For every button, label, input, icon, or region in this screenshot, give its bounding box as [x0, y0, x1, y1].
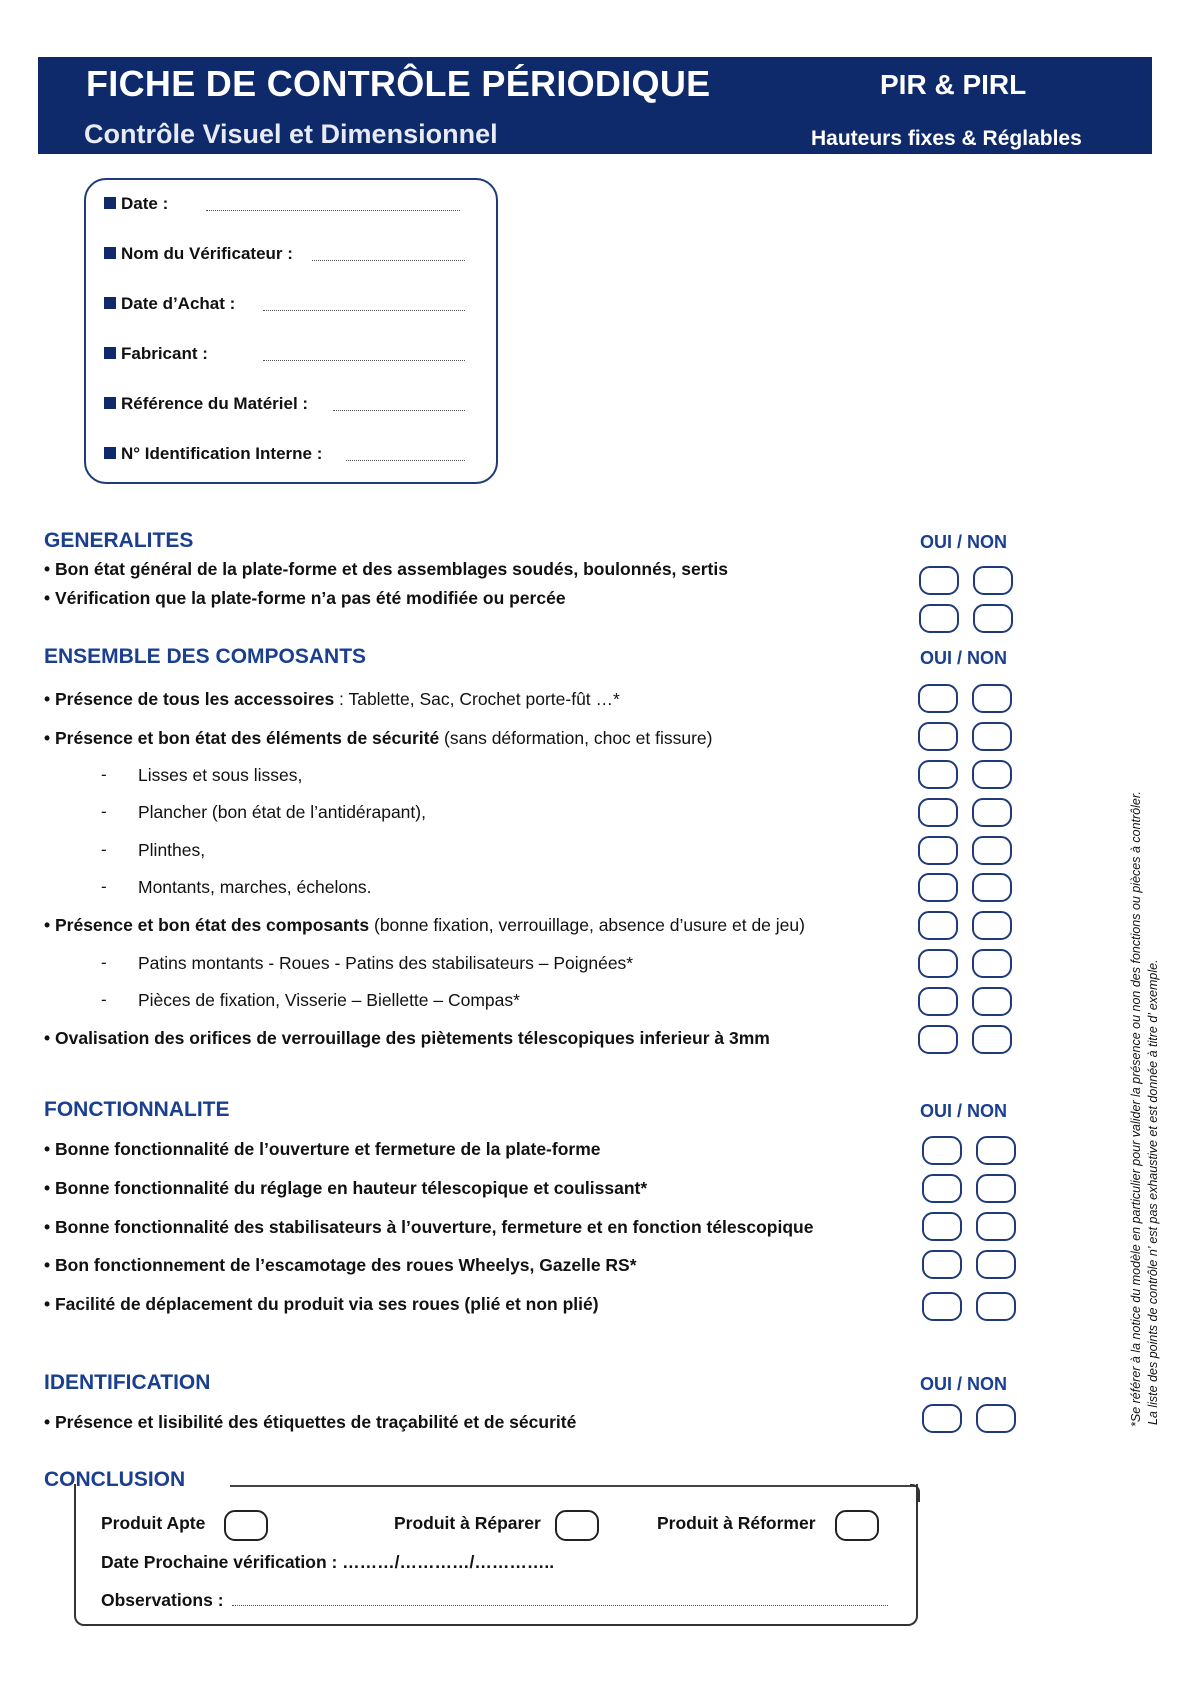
- list-item: • Bon état général de la plate-forme et des assemblages soudés, boulonnés, sertis: [44, 559, 728, 579]
- oui-checkbox[interactable]: [919, 604, 959, 633]
- non-checkbox[interactable]: [972, 836, 1012, 865]
- list-item: • Ovalisation des orifices de verrouillage des piètements télescopiques inferieur à 3mm: [44, 1028, 770, 1048]
- header-banner: [38, 57, 1152, 154]
- oui-checkbox[interactable]: [919, 566, 959, 595]
- non-checkbox[interactable]: [972, 911, 1012, 940]
- list-item: • Présence de tous les accessoires : Tablette, Sac, Crochet porte-fût …*: [44, 689, 620, 709]
- list-item: • Bonne fonctionnalité des stabilisateurs à l’ouverture, fermeture et en fonction télescopique: [44, 1217, 814, 1237]
- produit-apte-label: Produit Apte: [101, 1513, 206, 1533]
- sub-item: Lisses et sous lisses,: [138, 765, 303, 785]
- side-note-line-1: *Se référer à la notice du modèle en particulier pour valider la présence ou non des fonctions ou pièces à contrôler.: [1129, 790, 1143, 1427]
- non-checkbox[interactable]: [976, 1174, 1016, 1203]
- non-checkbox[interactable]: [972, 987, 1012, 1016]
- list-item: • Bonne fonctionnalité de l’ouverture et fermeture de la plate-forme: [44, 1139, 601, 1159]
- square-bullet-icon: [104, 447, 116, 459]
- fabricant-field[interactable]: [263, 360, 465, 361]
- observations-label: Observations :: [101, 1590, 224, 1610]
- non-checkbox[interactable]: [972, 722, 1012, 751]
- oui-checkbox[interactable]: [918, 684, 958, 713]
- list-item: • Bonne fonctionnalité du réglage en hauteur télescopique et coulissant*: [44, 1178, 648, 1198]
- square-bullet-icon: [104, 397, 116, 409]
- sub-item: Patins montants - Roues - Patins des stabilisateurs – Poignées*: [138, 953, 634, 973]
- section-title-conclusion: CONCLUSION: [44, 1468, 186, 1491]
- identification-label: N° Identification Interne :: [104, 444, 322, 464]
- oui-non-header: OUI / NON: [920, 1101, 1008, 1121]
- non-checkbox[interactable]: [972, 798, 1012, 827]
- dash-bullet: -: [101, 802, 107, 821]
- oui-checkbox[interactable]: [918, 798, 958, 827]
- reference-label: Référence du Matériel :: [104, 394, 308, 414]
- oui-checkbox[interactable]: [922, 1174, 962, 1203]
- non-checkbox[interactable]: [976, 1404, 1016, 1433]
- oui-checkbox[interactable]: [918, 911, 958, 940]
- non-checkbox[interactable]: [973, 604, 1013, 633]
- list-item: • Vérification que la plate-forme n’a pas été modifiée ou percée: [44, 588, 566, 608]
- square-bullet-icon: [104, 197, 116, 209]
- non-checkbox[interactable]: [972, 684, 1012, 713]
- non-checkbox[interactable]: [976, 1212, 1016, 1241]
- info-box: [84, 178, 498, 484]
- section-title-fonctionnalite: FONCTIONNALITE: [44, 1098, 230, 1121]
- side-note: [1128, 647, 1162, 1427]
- date-label: Date :: [104, 194, 168, 214]
- oui-checkbox[interactable]: [918, 987, 958, 1016]
- conclusion-box-corner: [910, 1484, 920, 1502]
- produit-reparer-checkbox[interactable]: [555, 1510, 599, 1541]
- non-checkbox[interactable]: [972, 760, 1012, 789]
- non-checkbox[interactable]: [972, 873, 1012, 902]
- oui-checkbox[interactable]: [922, 1292, 962, 1321]
- verificateur-label: Nom du Vérificateur :: [104, 244, 293, 264]
- dash-bullet: -: [101, 840, 107, 859]
- date-field[interactable]: [206, 210, 460, 211]
- section-title-composants: ENSEMBLE DES COMPOSANTS: [44, 645, 367, 668]
- oui-checkbox[interactable]: [918, 1025, 958, 1054]
- square-bullet-icon: [104, 347, 116, 359]
- oui-non-header: OUI / NON: [920, 532, 1008, 552]
- produit-reformer-label: Produit à Réformer: [657, 1513, 816, 1533]
- non-checkbox[interactable]: [976, 1136, 1016, 1165]
- non-checkbox[interactable]: [976, 1292, 1016, 1321]
- dash-bullet: -: [101, 765, 107, 784]
- non-checkbox[interactable]: [972, 1025, 1012, 1054]
- sub-item: Pièces de fixation, Visserie – Biellette – Compas*: [138, 990, 520, 1010]
- list-item: • Bon fonctionnement de l’escamotage des roues Wheelys, Gazelle RS*: [44, 1255, 637, 1275]
- date-achat-field[interactable]: [263, 310, 465, 311]
- oui-checkbox[interactable]: [918, 836, 958, 865]
- dash-bullet: -: [101, 877, 107, 896]
- oui-non-header: OUI / NON: [920, 648, 1008, 668]
- non-checkbox[interactable]: [972, 949, 1012, 978]
- identification-field[interactable]: [346, 460, 465, 461]
- date-next-verification[interactable]: Date Prochaine vérification : ………/…………/…………..: [101, 1552, 555, 1572]
- section-title-generalites: GENERALITES: [44, 529, 194, 552]
- sub-item: Plancher (bon état de l’antidérapant),: [138, 802, 426, 822]
- product-name: PIR & PIRL: [880, 69, 1027, 100]
- produit-reformer-checkbox[interactable]: [835, 1510, 879, 1541]
- fabricant-label: Fabricant :: [104, 344, 208, 364]
- oui-checkbox[interactable]: [922, 1404, 962, 1433]
- reference-field[interactable]: [333, 410, 465, 411]
- list-item: • Présence et bon état des composants (bonne fixation, verrouillage, absence d’usure et de jeu): [44, 915, 805, 935]
- oui-checkbox[interactable]: [918, 722, 958, 751]
- dash-bullet: -: [101, 953, 107, 972]
- side-note-line-2: La liste des points de contrôle n’ est pas exhaustive et est donnée à titre d’ exemple.: [1146, 959, 1160, 1425]
- square-bullet-icon: [104, 247, 116, 259]
- sub-item: Plinthes,: [138, 840, 206, 860]
- oui-checkbox[interactable]: [918, 760, 958, 789]
- dash-bullet: -: [101, 990, 107, 1009]
- oui-non-header: OUI / NON: [920, 1374, 1008, 1394]
- observations-field[interactable]: [232, 1605, 888, 1606]
- produit-apte-checkbox[interactable]: [224, 1510, 268, 1541]
- oui-checkbox[interactable]: [922, 1250, 962, 1279]
- form-title: FICHE DE CONTRÔLE PÉRIODIQUE: [86, 63, 711, 104]
- product-heights: Hauteurs fixes & Réglables: [811, 127, 1082, 150]
- list-item: • Facilité de déplacement du produit via ses roues (plié et non plié): [44, 1294, 599, 1314]
- oui-checkbox[interactable]: [922, 1136, 962, 1165]
- list-item: • Présence et lisibilité des étiquettes de traçabilité et de sécurité: [44, 1412, 577, 1432]
- oui-checkbox[interactable]: [918, 873, 958, 902]
- list-item: • Présence et bon état des éléments de sécurité (sans déformation, choc et fissure): [44, 728, 713, 748]
- oui-checkbox[interactable]: [918, 949, 958, 978]
- non-checkbox[interactable]: [973, 566, 1013, 595]
- square-bullet-icon: [104, 297, 116, 309]
- produit-reparer-label: Produit à Réparer: [394, 1513, 541, 1533]
- date-achat-label: Date d’Achat :: [104, 294, 235, 314]
- section-title-identification: IDENTIFICATION: [44, 1371, 211, 1394]
- form-subtitle: Contrôle Visuel et Dimensionnel: [84, 119, 498, 149]
- verificateur-field[interactable]: [312, 260, 465, 261]
- oui-checkbox[interactable]: [922, 1212, 962, 1241]
- sub-item: Montants, marches, échelons.: [138, 877, 372, 897]
- non-checkbox[interactable]: [976, 1250, 1016, 1279]
